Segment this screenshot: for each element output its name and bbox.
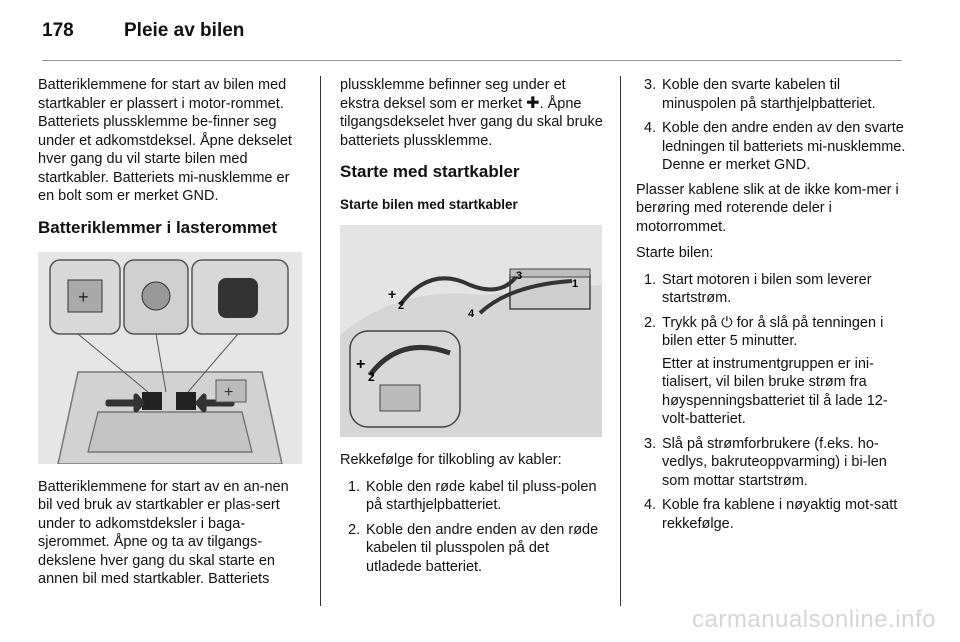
- list-item: 4. Koble den andre enden av den svarte ledningen til batteriets mi-nusklemme. Denne er merket GND.: [644, 120, 906, 173]
- section-heading-jumpstart: Starte med startkabler: [340, 162, 520, 181]
- page-title: Pleie av bilen: [124, 20, 245, 41]
- plus-cover-paragraph: plussklemme befinner seg under et ekstra deksel som er merket ✚. Åpne tilgangsdekselet hver gang du skal bruke batteriets plussklemme.: [340, 77, 603, 149]
- fig-label-2-inset: 2: [368, 370, 375, 384]
- column-divider-1: [320, 76, 321, 606]
- fig-label-plus-1: +: [388, 286, 397, 302]
- cargo-paragraph: Batteriklemmene for start av en an-nen bil ved bruk av startkabler er plas-sert under to adkomstdeksler i baga-sjerommet. Åpne og ta av tilgangs-dekslene hver gang du skal starte en annen bil med startkabler. Batteriets: [38, 478, 289, 587]
- start-label: Starte bilen:: [636, 245, 714, 261]
- list-item: 4. Koble fra kablene i nøyaktig mot-satt rekkefølge.: [644, 497, 898, 532]
- column-2: [340, 76, 606, 582]
- fig-label-plus-2: +: [356, 356, 366, 373]
- plus-icon: ✚: [526, 94, 540, 112]
- column-3: [636, 76, 906, 539]
- cable-placement-paragraph: Plasser kablene slik at de ikke kom-mer i berøring med roterende deler i motorrommet.: [636, 181, 899, 235]
- connect-steps-1-2: [340, 478, 606, 577]
- fig-label-3: 3: [516, 270, 523, 282]
- list-item: 1. Koble den røde kabel til pluss-polen på starthjelpbatteriet.: [348, 478, 597, 513]
- svg-text:+: +: [78, 286, 89, 307]
- intro-paragraph: Batteriklemmene for start av bilen med startkabler er plassert i motor-rommet. Batteriets plussklemme be-finner seg under et adkomstdeksel. Åpne dekselet hver gang du vil starte bilen med startkabler. Batteriets mi-nusklemme er en bolt som er merket GND.: [38, 77, 292, 204]
- watermark: carmanualsonline.info: [692, 606, 936, 633]
- list-item: 2. Koble den andre enden av den røde kabelen til plusspolen på det utladede batteriet.: [348, 521, 599, 575]
- start-steps: [636, 271, 906, 534]
- list-item: 1. Start motoren i bilen som leverer startstrøm.: [644, 271, 872, 306]
- column-1: [38, 76, 304, 597]
- fig-label-2-top: 2: [398, 300, 405, 312]
- order-text: Rekkefølge for tilkobling av kabler:: [340, 452, 562, 468]
- page-number: 178: [42, 20, 74, 41]
- list-item: 3. Slå på strømforbrukere (f.eks. ho-vedlys, bakruteoppvarming) i bi-len som mottar startstrøm.: [644, 435, 887, 489]
- column-divider-2: [620, 76, 621, 606]
- header-rule: [42, 60, 902, 61]
- list-item: 2. Trykk på ⏻ for å slå på tenningen i bilen etter 5 minutter. Etter at instrumentgruppen er ini-tialisert, vil bilen bruke strøm fra høyspenningsbatteriet til å lade 12-volt-batteriet.: [644, 314, 888, 427]
- jumper-cables-illustration: [340, 225, 602, 437]
- page-header: [42, 16, 902, 52]
- cargo-terminals-illustration: [38, 252, 302, 464]
- fig-label-4: 4: [468, 308, 475, 320]
- fig-label-1: 1: [572, 278, 579, 290]
- section-heading-cargo: Batteriklemmer i lasterommet: [38, 217, 278, 237]
- subheading-jumpstart: Starte bilen med startkabler: [340, 197, 518, 212]
- list-item: 3. Koble den svarte kabelen til minuspolen på starthjelpbatteriet.: [644, 77, 876, 112]
- svg-text:+: +: [224, 383, 234, 401]
- connect-steps-3-4: [636, 76, 906, 175]
